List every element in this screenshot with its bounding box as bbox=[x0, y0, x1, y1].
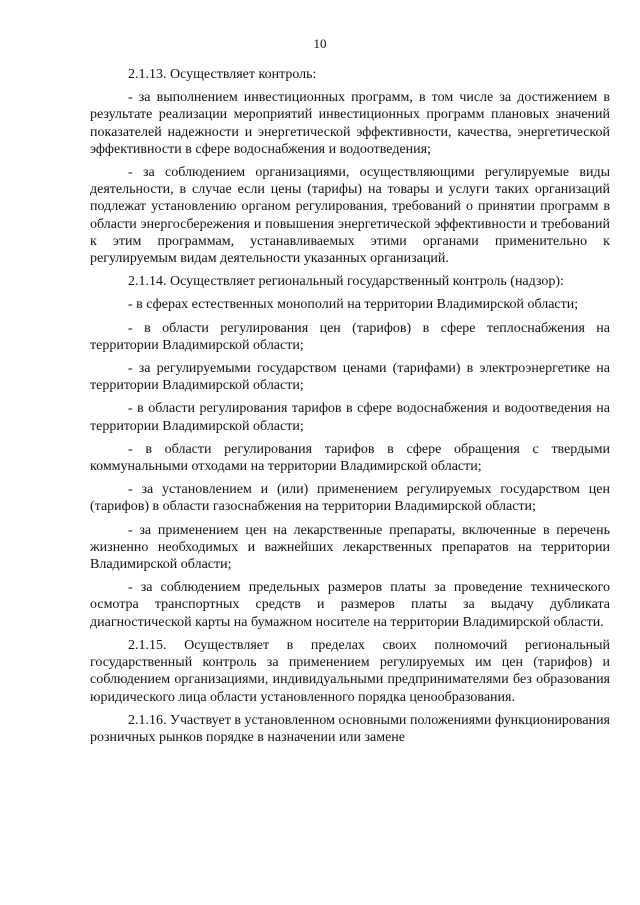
paragraph-2-1-13-heading: 2.1.13. Осуществляет контроль: bbox=[128, 67, 317, 82]
page-number: 10 bbox=[313, 36, 327, 51]
paragraph-2-1-14-heading: 2.1.14. Осуществляет региональный государственный контроль (надзор): bbox=[128, 274, 564, 290]
document-body bbox=[90, 66, 610, 752]
paragraph-natural-monopolies: - в сферах естественных монополий на территории Владимирской области; bbox=[128, 297, 579, 313]
paragraph-electricity: - за регулируемыми государством ценами (тарифами) в электроэнергетике на территории Владимирской области; bbox=[90, 361, 610, 394]
paragraph-technical-inspection: - за соблюдением предельных размеров платы за проведение технического осмотра транспортных средств и размеров платы за выдачу дубликата диагностической карты на бумажном носителе на территории Владимирской области. bbox=[90, 580, 610, 630]
paragraph-2-1-15: 2.1.15. Осуществляет в пределах своих полномочий региональный государственный контроль за применением регулируемых им цен (тарифов) и соблюдением организациями, индивидуальными предпринимателями без образования юридического лица области установленного порядка ценообразования. bbox=[90, 637, 610, 705]
paragraph-medicines: - за применением цен на лекарственные препараты, включенные в перечень жизненно необходимых и важнейших лекарственных препаратов на территории Владимирской области; bbox=[90, 522, 610, 573]
paragraph-2-1-16: 2.1.16. Участвует в установленном основными положениями функционирования розничных рынков порядке в назначении или замене bbox=[90, 712, 610, 745]
paragraph-heat-supply: - в области регулирования цен (тарифов) в сфере теплоснабжения на территории Владимирской области; bbox=[90, 320, 610, 353]
paragraph-solid-waste: - в области регулирования тарифов в сфере обращения с твердыми коммунальными отходами на территории Владимирской области; bbox=[90, 441, 610, 475]
paragraph-energy-saving-requirements: - за соблюдением организациями, осуществляющими регулируемые виды деятельности, в случае если цены (тарифы) на товары и услуги таких организаций подлежат установлению органом регулирования, требований о принятии программ в области энергосбережения и повышения энергетической эффективности и требований к этим программам, устанавливаемых этими органами применительно к регулируемым видам деятельности указанных организаций. bbox=[90, 165, 610, 267]
paragraph-investment-programs: - за выполнением инвестиционных программ, в том числе за достижением в результате реализации мероприятий инвестиционных программ плановых значений показателей надежности и энергетической эффективности, качества, энергетической эффективности в сфере водоснабжения и водоотведения; bbox=[90, 90, 610, 157]
paragraph-gas-supply: - за установлением и (или) применением регулируемых государством цен (тарифов) в области газоснабжения на территории Владимирской области; bbox=[90, 482, 610, 515]
paragraph-water-supply: - в области регулирования тарифов в сфере водоснабжения и водоотведения на территории Владимирской области; bbox=[90, 401, 610, 434]
